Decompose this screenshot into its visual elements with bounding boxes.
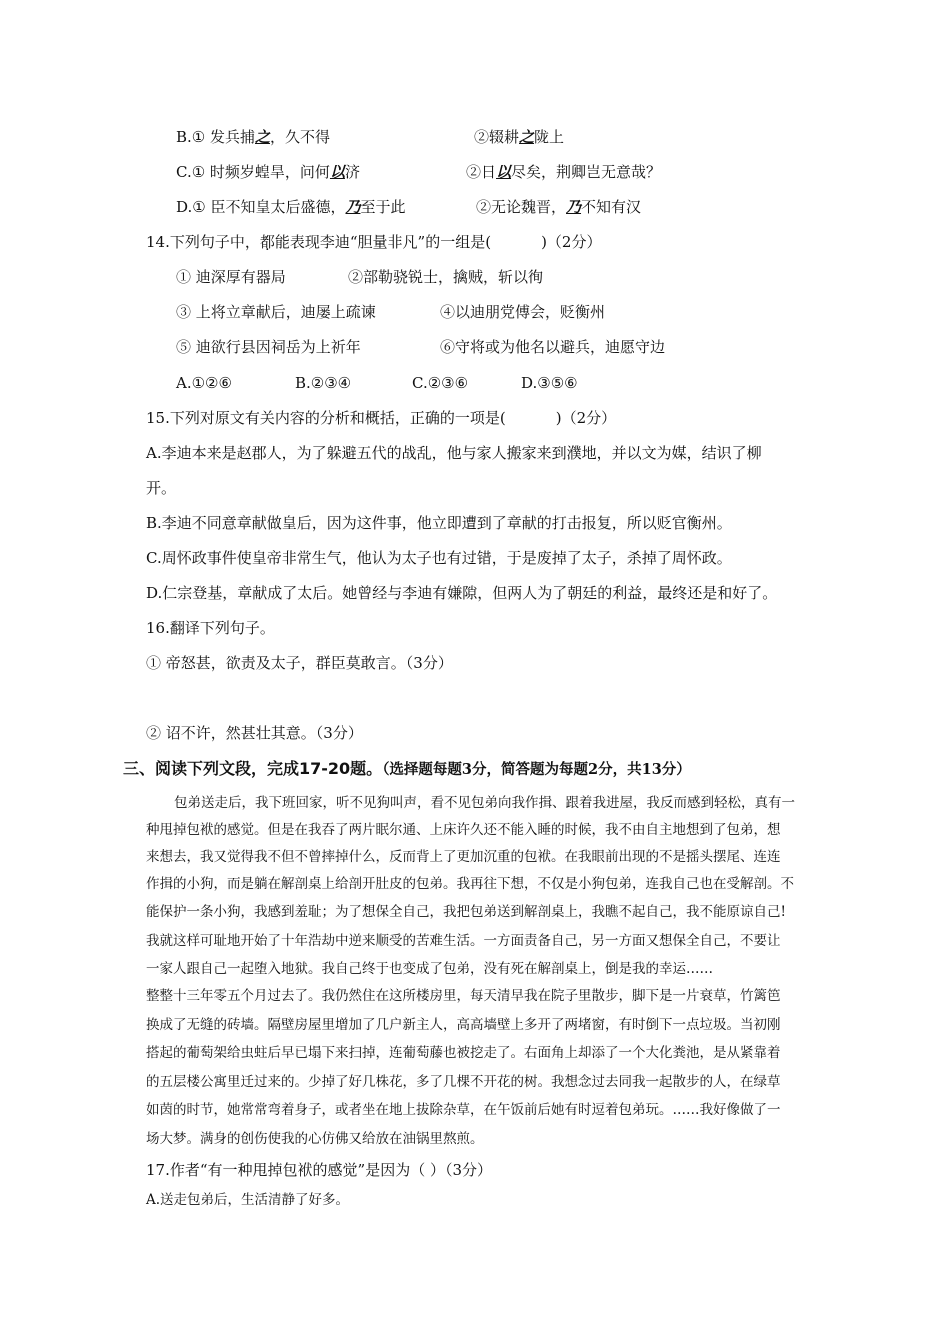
- q17-stem: 17.作者“有一种甩掉包袱的感觉”是因为（ ）（3分）: [146, 1161, 493, 1179]
- q14-item-1: ① 迪深厚有器局: [176, 268, 286, 286]
- passage-line-11: 的五层楼公寓里迁过来的。少掉了好几株花，多了几棵不开花的树。我想念过去同我一起散步的人，在绿草: [146, 1074, 781, 1090]
- passage-line-5: 能保护一条小狗，我感到羞耻；为了想保全自己，我把包弟送到解剖桌上，我瞧不起自己，我不能原谅自己!: [146, 904, 786, 920]
- q13-option-b-part2: ②辍耕之陇上: [474, 128, 565, 146]
- q15-option-c: C.周怀政事件使皇帝非常生气，他认为太子也有过错，于是废掉了太子，杀掉了周怀政。: [146, 549, 732, 567]
- passage-line-8: 整整十三年零五个月过去了。我仍然住在这所楼房里，每天清早我在院子里散步，脚下是一片衰草，竹篱笆: [146, 988, 781, 1004]
- passage-line-13: 场大梦。满身的创伤使我的心仿佛又给放在油锅里熬煎。: [146, 1131, 484, 1147]
- passage-line-7: 一家人跟自己一起堕入地狱。我自己终于也变成了包弟，没有死在解剖桌上，倒是我的幸运……: [146, 961, 713, 977]
- passage-line-10: 搭起的葡萄架给虫蛀后早已塌下来扫掉，连葡萄藤也被挖走了。右面角上却添了一个大化粪池，是从紧靠着: [146, 1045, 781, 1061]
- q13-option-d-part2: ②无论魏晋，乃不知有汉: [476, 198, 642, 216]
- q14-item-4: ④以迪朋党傅会，贬衡州: [440, 303, 606, 321]
- q14-option-b: B.②③④: [295, 374, 352, 392]
- q14-item-2: ②部勒骁锐士，擒贼，斩以徇: [348, 268, 544, 286]
- q16-sentence-1: ① 帝怒甚，欲责及太子，群臣莫敢言。（3分）: [146, 654, 453, 672]
- q14-option-d: D.③⑤⑥: [521, 374, 578, 392]
- passage-line-1: 包弟送走后，我下班回家，听不见狗叫声，看不见包弟向我作揖、跟着我进屋，我反而感到轻松，真有一: [174, 795, 795, 811]
- q15-stem: 15.下列对原文有关内容的分析和概括，正确的一项是( )（2分）: [146, 409, 617, 427]
- q16-stem: 16.翻译下列句子。: [146, 619, 275, 637]
- q13-option-c-part2: ②日以尽矣，荆卿岂无意哉？: [466, 163, 662, 181]
- q14-option-c: C.②③⑥: [412, 374, 469, 392]
- q14-option-a: A.①②⑥: [176, 374, 232, 392]
- q14-item-5: ⑤ 迪欲行县因祠岳为上祈年: [176, 338, 361, 356]
- q13-option-b: B.① 发兵捕之，久不得: [176, 128, 331, 146]
- q15-option-d: D.仁宗登基，章献成了太后。她曾经与李迪有嫌隙，但两人为了朝廷的利益，最终还是和好了。: [146, 584, 778, 602]
- passage-line-12: 如茵的时节，她常常弯着身子，或者坐在地上拔除杂草，在午饭前后她有时逗着包弟玩。……我好像做了一: [146, 1102, 781, 1118]
- q17-option-a: A.送走包弟后，生活清静了好多。: [146, 1192, 350, 1208]
- passage-line-6: 我就这样可耻地开始了十年浩劫中逆来顺受的苦难生活。一方面责备自己，另一方面又想保全自己，不要让: [146, 933, 781, 949]
- q14-item-6: ⑥守将或为他名以避兵，迪愿守边: [440, 338, 666, 356]
- passage-line-9: 换成了无缝的砖墙。隔壁房屋里增加了几户新主人，高高墙壁上多开了两堵窗，有时倒下一点垃圾。当初刚: [146, 1017, 781, 1033]
- section-3-heading: 三、阅读下列文段，完成17-20题。（选择题每题3分，简答题为每题2分，共13分）: [123, 759, 691, 778]
- passage-line-3: 来想去，我又觉得我不但不曾摔掉什么，反而背上了更加沉重的包袱。在我眼前出现的不是摇头摆尾、连连: [146, 849, 781, 865]
- q15-option-a-line2: 开。: [146, 479, 177, 497]
- q15-option-a-line1: A.李迪本来是赵郡人，为了躲避五代的战乱，他与家人搬家来到濮地，并以文为媒，结识了柳: [146, 444, 762, 462]
- q15-option-b: B.李迪不同意章献做皇后，因为这件事，他立即遭到了章献的打击报复，所以贬官衡州。: [146, 514, 732, 532]
- q14-item-3: ③ 上将立章献后，迪屡上疏谏: [176, 303, 376, 321]
- q14-stem: 14.下列句子中，都能表现李迪“胆量非凡”的一组是( )（2分）: [146, 233, 602, 251]
- q16-sentence-2: ② 诏不许，然甚壮其意。（3分）: [146, 724, 363, 742]
- q13-option-d: D.① 臣不知皇太后盛德，乃至于此: [176, 198, 406, 216]
- passage-line-4: 作揖的小狗，而是躺在解剖桌上给剖开肚皮的包弟。我再往下想，不仅是小狗包弟，连我自己也在受解剖。不: [146, 876, 794, 892]
- q13-option-c: C.① 时频岁蝗旱，问何以济: [176, 163, 360, 181]
- passage-line-2: 种甩掉包袱的感觉。但是在我吞了两片眠尔通、上床许久还不能入睡的时候，我不由自主地想到了包弟，想: [146, 822, 781, 838]
